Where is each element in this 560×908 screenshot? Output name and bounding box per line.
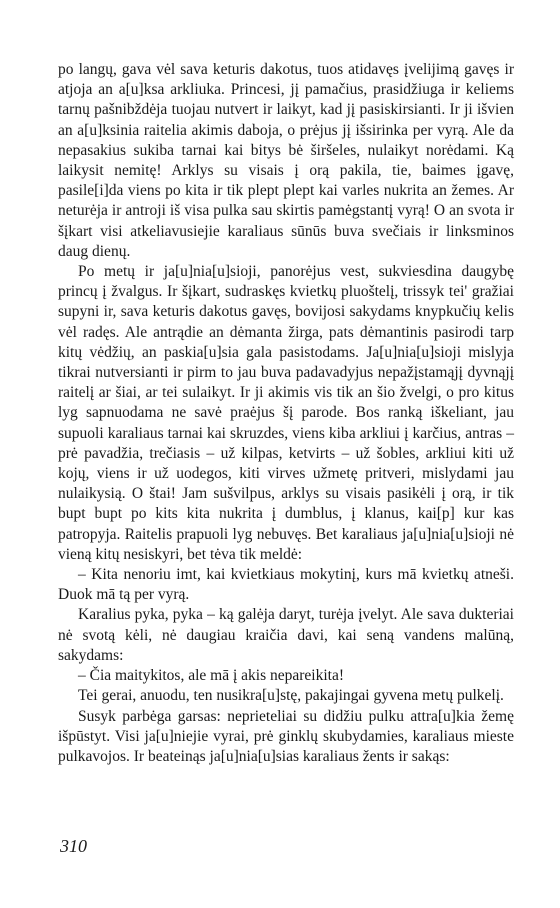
page-body: [58, 60, 514, 767]
paragraph-4: Karalius pyka, pyka – ką galėja daryt, turėja įvelyt. Ale sava dukteriai nė svotą kėli, nė daugiau kraičia davi, kai seną vandens malūną, sakydams:: [58, 606, 514, 664]
paragraph-3-dialogue: – Kita nenoriu imt, kai kvietkiaus mokytinį, kurs mā kvietkų atneši. Duok mā tą per vyrą.: [58, 566, 514, 604]
page-number: 310: [60, 836, 87, 856]
paragraph-7: Susyk parbėga garsas: neprieteliai su didžiu pulku attra[u]kia žemę išpūstyt. Visi ja[u]niejie vyrai, prė ginklų skubydamies, karaliaus mieste pulkavojos. Ir beateinąs ja[u]nia[u]sias karaliaus žents ir sakąs:: [58, 707, 514, 765]
paragraph-2: Po metų ir ja[u]nia[u]sioji, panorėjus vest, sukviesdina daugybę princų į žvalgus. Ir šįkart, sudraskęs kvietkų pluoštelį, trissyk tei' gražiai supyni ir, sava keturis dakotus gavęs, bovijosi sakydams knypkučių kelis vėl radęs. Ale antrądie an dėmanta žirga, pats dėmantinis pasirodi tarp kitų vėdžių, an paskia[u]sia gala pasistodams. Ja[u]nia[u]sioji mislyja tikrai nutversianti ir pirm to jau buva padavadyjus nepažįstamąjį dyvnąjį raitelį ar šiai, ar tei sulaikyt. Ir ji akimis vis tik an šio žvelgi, o pro kitus lyg sapnuodama ne savė praėjus šį parode. Bos ranką iškeliant, jau supuoli karaliaus tarnai kai skruzdes, viens kiba arkliui į karčius, antras – prė pavadžia, trečiasis – už kilpas, ketvirts – už šobles, arkliui kiti už kojų, viens ir už uodegos, kiti virves užmetę pritveri, mislydami jau nulaikysią. O štai! Jam sušvilpus, arklys su visais pasikėli į orą, ir tik bupt bupt po kits kita nukrita į dumblus, į klanus, kai[p] kur kas patropyja. Raitelis prapuoli lyg nebuvęs. Bet karaliaus ja[u]nia[u]sioji nė vieną kitų nesiskyri, bet tėva tik meldė:: [58, 263, 514, 563]
paragraph-6: Tei gerai, anuodu, ten nusikra[u]stę, pakajingai gyvena metų pulkelį.: [78, 687, 504, 705]
paragraph-5-dialogue: – Čia maitykitos, ale mā į akis nepareikita!: [78, 667, 345, 685]
paragraph-1: po langų, gava vėl sava keturis dakotus, tuos atidavęs įvelijimą gavęs ir atjoja an a[u]ksa arkliuka. Princesi, jį pamačius, prasidžiuga ir keliems tarnų pašnibždėja tuojau nutvert ir laikyt, kad jį pasiskirsianti. Ir ji išvien an a[u]ksinia raitelia akimis daboja, o prėjus jį išsirinka per vyrą. Ale da nepasakius sukiba tarnai kai bitys bė širšeles, nulaikyt norėdami. Ką laikysit nemitę! Arklys su visais į orą pakila, tie, baimes įgavę, pasile[i]da viens po kita ir tik plept plept kai varles nukrita an žemes. Ar neturėja ir antroji iš visa pulka sau skirtis pamėgstantį vyrą! O an svota ir šįkart visi atkeliavusiejie karaliaus sūnūs buva svečiais ir linksminos daug dienų.: [58, 61, 514, 260]
